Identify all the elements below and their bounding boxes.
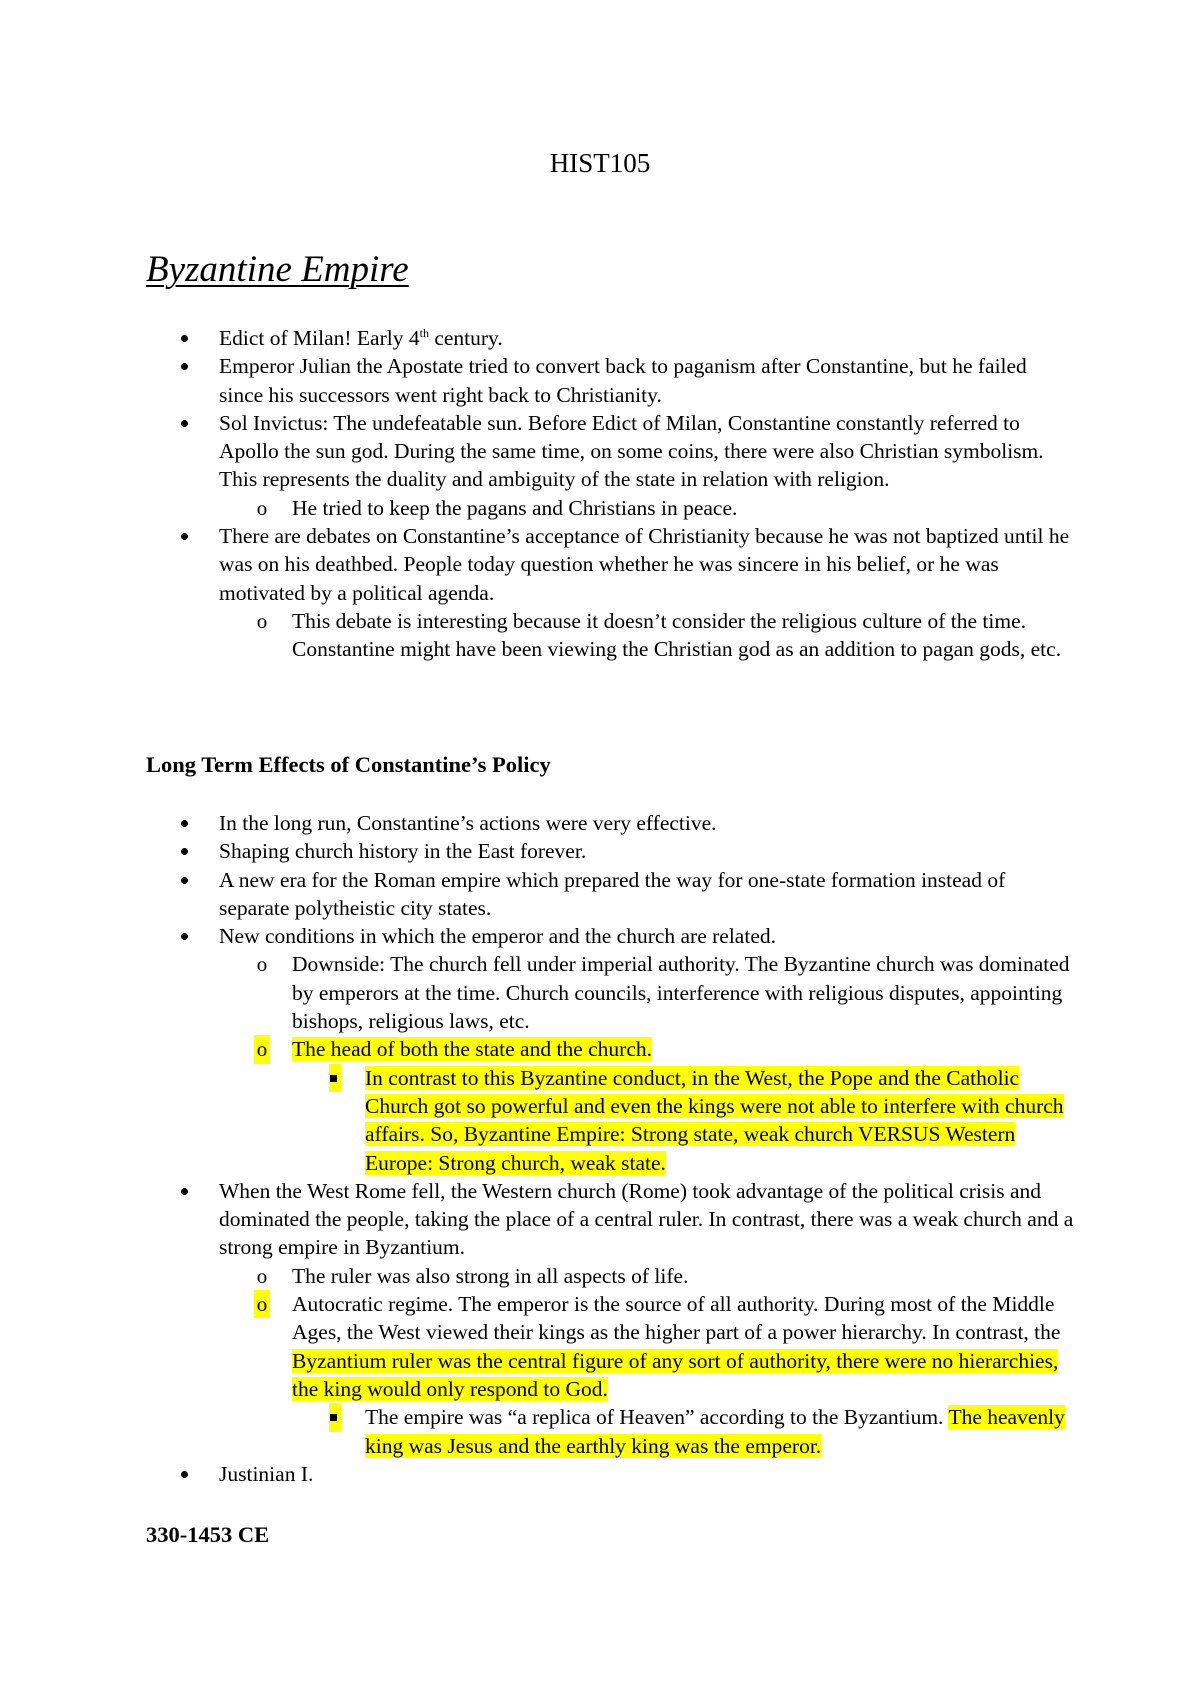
square-bullet-icon <box>329 1064 341 1092</box>
bullet-icon <box>179 809 191 837</box>
bullet-icon <box>179 352 191 380</box>
list-item: Emperor Julian the Apostate tried to convert back to paganism after Constantine, but he failed since his successors went right back to Christianity. <box>146 352 1076 409</box>
circle-bullet-icon: o <box>256 495 268 520</box>
list-item: In the long run, Constantine’s actions were very effective. <box>146 809 1076 837</box>
sub-sub-list-item: The empire was “a replica of Heaven” according to the Byzantium. The heavenly king was Jesus and the earthly king was the emperor. <box>146 1403 1076 1460</box>
era-label: 330-1453 CE <box>146 1522 270 1547</box>
list-item: A new era for the Roman empire which prepared the way for one-state formation instead of separate polytheistic city states. <box>146 866 1076 923</box>
list-item: New conditions in which the emperor and the church are related. <box>146 922 1076 950</box>
highlighted-text: The heavenly king was Jesus and the earthly king was the emperor. <box>365 1405 1065 1458</box>
bullet-icon <box>179 324 191 352</box>
circle-bullet-icon: o <box>256 608 268 633</box>
circle-bullet-icon: o <box>256 1263 268 1288</box>
list-item: Shaping church history in the East forever. <box>146 837 1076 865</box>
highlighted-text: Byzantium ruler was the central figure of any sort of authority, there were no hierarchies, the king would only respond to God. <box>292 1348 1059 1401</box>
bullet-icon <box>179 409 191 437</box>
list-item: Edict of Milan! Early 4th century. <box>146 324 1076 352</box>
bullet-icon <box>179 837 191 865</box>
highlighted-text: In contrast to this Byzantine conduct, in the West, the Pope and the Catholic Church got so powerful and even the kings were not able to interfere with church affairs. So, Byzantine Empire: Strong state, weak church VERSUS Western Europe: Strong church, weak state. <box>365 1065 1064 1175</box>
list-item: Sol Invictus: The undefeatable sun. Before Edict of Milan, Constantine constantly referred to Apollo the sun god. During the same time, on some coins, there were also Christian symbolism. This represents the duality and ambiguity of the state in relation with religion. <box>146 409 1076 494</box>
sub-list-item: o Autocratic regime. The emperor is the source of all authority. During most of the Middle Ages, the West viewed their kings as the higher part of a power hierarchy. In contrast, the Byzantium ruler was the central figure of any sort of authority, there were no hierarchies, the king would only respond to God. <box>146 1290 1076 1403</box>
sub-list-item: o This debate is interesting because it doesn’t consider the religious culture of the time. Constantine might have been viewing the Christian god as an addition to pagan gods, etc. <box>146 607 1076 664</box>
circle-bullet-icon: o <box>254 1290 270 1318</box>
bullet-icon <box>179 866 191 894</box>
sub-list-item: o Downside: The church fell under imperial authority. The Byzantine church was dominated by emperors at the time. Church councils, interference with religious disputes, appointing bishops, religious laws, etc. <box>146 950 1076 1035</box>
list-item: When the West Rome fell, the Western church (Rome) took advantage of the political crisis and dominated the people, taking the place of a central ruler. In contrast, there was a weak church and a strong empire in Byzantium. <box>146 1177 1076 1262</box>
bullet-icon <box>179 922 191 950</box>
bullet-icon <box>179 1460 191 1488</box>
sub-list-item: o He tried to keep the pagans and Christians in peace. <box>146 494 1076 522</box>
section-heading: Long Term Effects of Constantine’s Policy <box>146 752 551 777</box>
bullet-icon <box>179 1177 191 1205</box>
document-title: Byzantine Empire <box>146 249 409 290</box>
sub-list-item: o The ruler was also strong in all aspects of life. <box>146 1262 1076 1290</box>
policy-effects-list <box>146 809 1076 1488</box>
list-item: There are debates on Constantine’s acceptance of Christianity because he was not baptized until he was on his deathbed. People today question whether he was sincere in his belief, or he was motivated by a political agenda. <box>146 522 1076 607</box>
byzantine-notes-list <box>146 324 1076 664</box>
circle-bullet-icon: o <box>254 1035 270 1063</box>
circle-bullet-icon: o <box>256 952 268 977</box>
bullet-icon <box>179 522 191 550</box>
course-code: HIST105 <box>549 148 651 178</box>
list-item: Justinian I. <box>146 1460 1076 1488</box>
highlighted-text: The head of both the state and the church. <box>292 1037 652 1062</box>
sub-list-item <box>146 1035 1076 1063</box>
square-bullet-icon <box>329 1403 341 1431</box>
sub-sub-list-item <box>146 1064 1076 1177</box>
